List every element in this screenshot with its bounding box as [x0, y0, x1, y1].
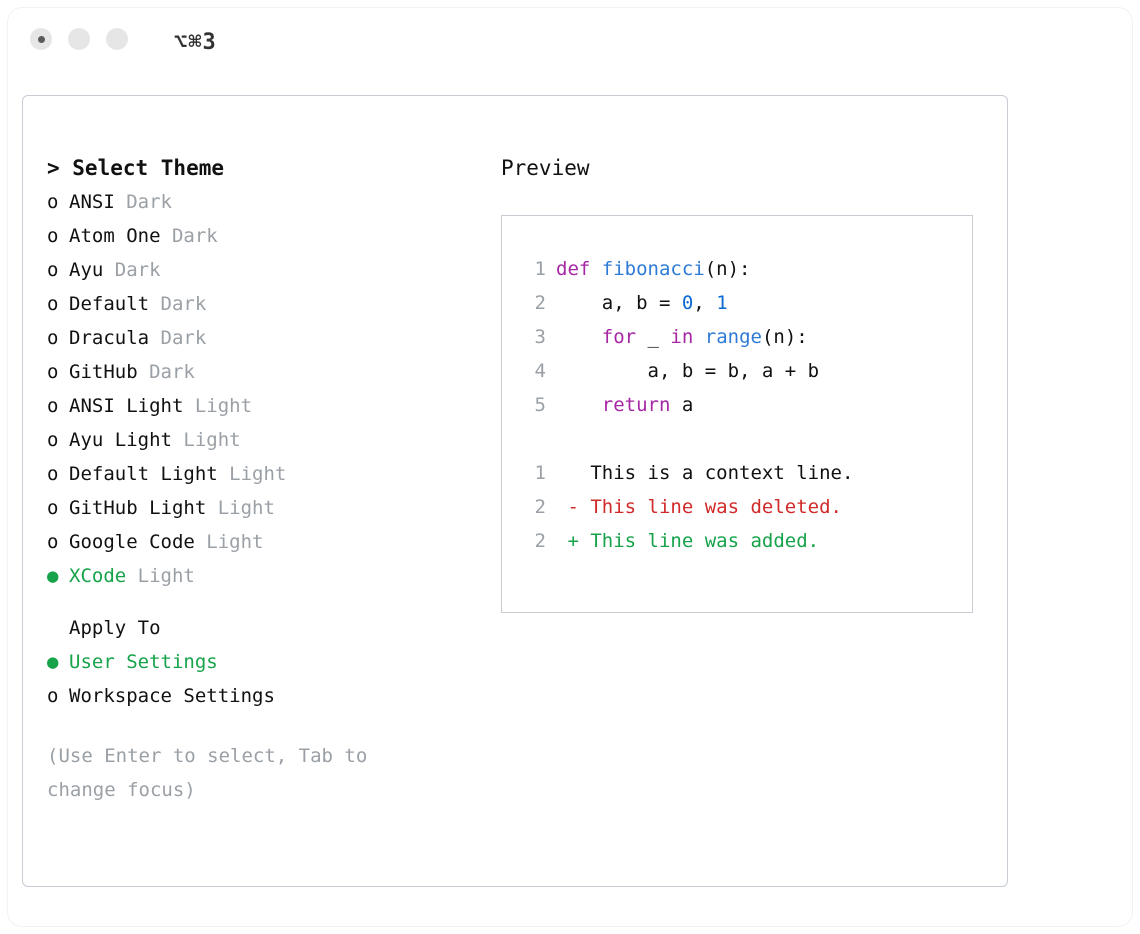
title-bar — [8, 8, 1132, 76]
theme-picker-panel — [22, 95, 1008, 887]
theme-option[interactable] — [47, 559, 467, 593]
code-line — [520, 286, 972, 320]
theme-option-gap — [149, 327, 160, 349]
diff-line — [520, 524, 972, 558]
radio-unselected-icon: o — [47, 361, 59, 383]
theme-option-label: Google Code — [69, 531, 195, 553]
theme-option[interactable] — [47, 525, 467, 559]
theme-option-label: Default Light — [69, 463, 218, 485]
line-number: 4 — [534, 360, 546, 382]
preview-spacer — [520, 422, 972, 456]
code-token: - This line was deleted. — [556, 496, 842, 518]
radio-unselected-icon: o — [47, 259, 59, 281]
theme-option[interactable] — [47, 491, 467, 525]
theme-option-label: Ayu — [69, 259, 104, 281]
code-token: 1 — [716, 292, 728, 314]
theme-option-label: ANSI — [69, 191, 115, 213]
theme-option-gap — [161, 225, 172, 247]
code-token — [556, 394, 602, 416]
theme-option-gap — [195, 531, 206, 553]
theme-option-gap — [103, 259, 114, 281]
radio-unselected-icon: o — [47, 531, 59, 553]
maximize-button[interactable] — [106, 28, 128, 50]
theme-option-gap — [183, 395, 194, 417]
line-number: 2 — [534, 496, 546, 518]
theme-variant-label: Light — [206, 531, 264, 553]
theme-variant-label: Dark — [160, 327, 207, 349]
code-token: 0 — [681, 292, 694, 314]
theme-variant-label: Dark — [149, 361, 195, 383]
preview-column — [501, 151, 991, 613]
theme-option[interactable] — [47, 423, 467, 457]
apply-to-option[interactable] — [47, 645, 467, 679]
theme-variant-label: Light — [183, 429, 241, 451]
code-token: range — [704, 326, 762, 348]
keyboard-shortcut-label: ⌥⌘3 — [174, 30, 217, 55]
theme-option[interactable] — [47, 457, 467, 491]
radio-unselected-icon: o — [47, 327, 59, 349]
app-window — [8, 8, 1132, 926]
code-token: _ — [636, 326, 671, 348]
theme-option-label: Dracula — [69, 327, 150, 349]
code-token: (n): — [704, 258, 751, 280]
code-token: fibonacci — [601, 258, 705, 280]
radio-unselected-icon: o — [47, 191, 59, 213]
code-line — [520, 354, 972, 388]
line-number: 1 — [534, 258, 546, 280]
apply-to-option-label: User Settings — [69, 651, 218, 673]
theme-option-gap — [218, 463, 229, 485]
diff-line — [520, 490, 972, 524]
theme-option-gap — [206, 497, 217, 519]
preview-title: Preview — [501, 156, 590, 180]
theme-option-gap — [138, 361, 149, 383]
code-token: a, b = — [556, 292, 682, 314]
keyboard-hint: (Use Enter to select, Tab to change focus) — [47, 745, 379, 801]
line-number: 5 — [534, 394, 546, 416]
line-number: 1 — [534, 462, 546, 484]
radio-unselected-icon: o — [47, 395, 59, 417]
theme-option-label: ANSI Light — [69, 395, 184, 417]
theme-option-list — [47, 185, 467, 593]
code-token: , — [693, 292, 717, 314]
theme-option[interactable] — [47, 219, 467, 253]
theme-variant-label: Dark — [171, 225, 218, 247]
radio-unselected-icon: o — [47, 293, 59, 315]
theme-list-column — [47, 151, 467, 807]
theme-variant-label: Light — [217, 497, 275, 519]
radio-unselected-icon: o — [47, 225, 59, 247]
code-token: a — [670, 394, 694, 416]
theme-option[interactable] — [47, 185, 467, 219]
theme-option-label: Ayu Light — [69, 429, 172, 451]
theme-option[interactable] — [47, 355, 467, 389]
minimize-button[interactable] — [68, 28, 90, 50]
preview-box — [501, 215, 973, 613]
theme-variant-label: Light — [229, 463, 287, 485]
theme-option-label: Atom One — [69, 225, 161, 247]
radio-unselected-icon: o — [47, 463, 59, 485]
select-theme-heading: > Select Theme — [47, 156, 225, 180]
radio-selected-icon: ● — [47, 565, 59, 587]
apply-to-option-list — [47, 645, 467, 713]
line-number: 3 — [534, 326, 546, 348]
radio-unselected-icon: o — [47, 685, 59, 707]
code-token: def — [556, 258, 602, 280]
code-token — [693, 326, 704, 348]
theme-option-label: GitHub Light — [69, 497, 207, 519]
theme-variant-label: Dark — [126, 191, 172, 213]
code-token: in — [670, 326, 694, 348]
close-button[interactable] — [30, 28, 52, 50]
code-token: (n): — [761, 326, 808, 348]
theme-option-gap — [126, 565, 137, 587]
traffic-light-buttons — [30, 28, 128, 50]
apply-to-option-label: Workspace Settings — [69, 685, 275, 707]
code-line — [520, 388, 972, 422]
diff-preview — [520, 456, 972, 558]
code-line — [520, 252, 972, 286]
theme-option[interactable] — [47, 389, 467, 423]
radio-unselected-icon: o — [47, 429, 59, 451]
radio-unselected-icon: o — [47, 497, 59, 519]
theme-option[interactable] — [47, 287, 467, 321]
theme-option-gap — [115, 191, 126, 213]
code-token: return — [601, 394, 671, 416]
code-token: for — [601, 326, 637, 348]
theme-variant-label: Light — [137, 565, 195, 587]
theme-option-label: GitHub — [69, 361, 138, 383]
apply-to-option[interactable] — [47, 679, 467, 713]
diff-line — [520, 456, 972, 490]
theme-option-label: XCode — [69, 565, 127, 587]
code-token: This is a context line. — [556, 462, 854, 484]
line-number: 2 — [534, 530, 546, 552]
theme-option[interactable] — [47, 321, 467, 355]
code-preview — [520, 252, 972, 422]
apply-to-label: Apply To — [69, 617, 161, 639]
theme-variant-label: Dark — [160, 293, 207, 315]
radio-selected-icon: ● — [47, 651, 59, 673]
theme-option-gap — [149, 293, 160, 315]
theme-variant-label: Dark — [114, 259, 161, 281]
code-token: + This line was added. — [556, 530, 820, 552]
theme-option-label: Default — [69, 293, 150, 315]
code-token — [556, 326, 602, 348]
theme-variant-label: Light — [194, 395, 253, 417]
line-number: 2 — [534, 292, 546, 314]
code-line — [520, 320, 972, 354]
theme-option-gap — [172, 429, 183, 451]
code-token: a, b = b, a + b — [556, 360, 820, 382]
theme-option[interactable] — [47, 253, 467, 287]
